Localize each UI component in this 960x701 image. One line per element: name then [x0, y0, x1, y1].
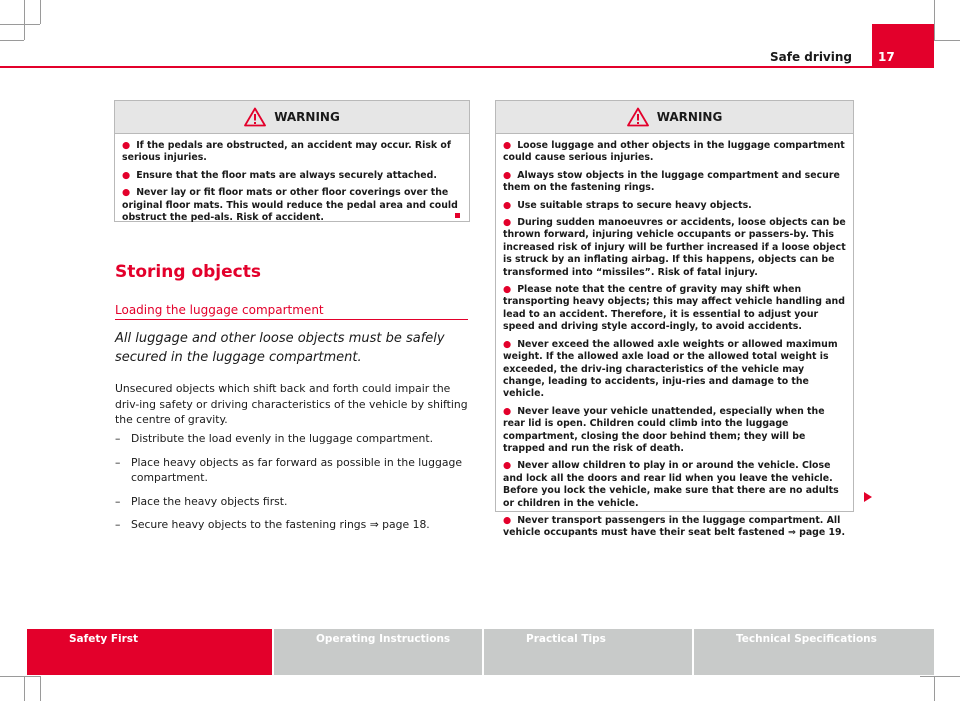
warning-header	[115, 101, 469, 134]
warning-box-luggage	[495, 100, 854, 539]
footer-tab-operating-instructions[interactable]: Operating Instructions	[274, 629, 482, 675]
instruction-step: – Distribute the load evenly in the luggage compartment.	[115, 432, 434, 445]
warning-item: ● Ensure that the floor mats are always securely attached.	[122, 169, 437, 181]
warning-triangle-icon	[627, 107, 649, 127]
crop-mark	[934, 40, 960, 41]
crop-mark	[920, 676, 960, 677]
crop-mark	[0, 40, 24, 41]
crop-mark	[24, 0, 25, 40]
warning-box-pedals	[114, 100, 470, 222]
warning-item: ● Never transport passengers in the luggage compartment. All vehicle occupants must have their seat belt fastened ⇒ page 19.	[503, 514, 846, 539]
warning-item: ● During sudden manoeuvres or accidents, loose objects can be thrown forward, injuring vehicle occupants or passers-by. This increased risk of injury will be further increased if a loose object is struck by an inflating airbag. If this happens, objects can be transformed into “missiles”. Risk of fatal injury.	[503, 217, 846, 278]
warning-item: ● Please note that the centre of gravity may shift when transporting heavy objects; this may affect vehicle handling and lead to an accident. Therefore, it is essential to adjust your speed and driving style accord-ingly, to avoid accidents.	[503, 284, 845, 333]
page-number: 17	[872, 24, 934, 68]
warning-item: ● Loose luggage and other objects in the luggage compartment could cause serious injuries.	[503, 140, 845, 164]
page-header-title: Safe driving	[770, 50, 852, 64]
warning-item: ● If the pedals are obstructed, an accident may occur. Risk of serious injuries.	[122, 140, 451, 164]
warning-item: ● Never leave your vehicle unattended, especially when the rear lid is open. Children could climb into the luggage compartment, closing the door behind them; they will be trapped and run the risk of death.	[503, 405, 825, 454]
crop-mark	[0, 24, 40, 25]
warning-triangle-icon	[244, 107, 266, 127]
crop-mark	[934, 0, 935, 40]
crop-mark	[0, 676, 40, 677]
footer-tab-safety-first[interactable]: Safety First	[27, 629, 272, 675]
warning-item: ● Never allow children to play in or around the vehicle. Close and lock all the doors and rear lid when you leave the vehicle. Before you lock the vehicle, make sure that there are no adults or children in the vehicle.	[503, 460, 839, 509]
warning-item: ● Always stow objects in the luggage compartment and secure them on the fastening rings.	[503, 169, 840, 194]
instruction-step: – Place the heavy objects first.	[115, 494, 288, 508]
instruction-list	[115, 431, 475, 541]
continued-arrow-icon	[864, 492, 872, 502]
footer-tab-practical-tips[interactable]: Practical Tips	[484, 629, 692, 675]
sub-heading-rule	[115, 319, 468, 320]
warning-header	[496, 101, 853, 134]
crop-mark	[40, 676, 41, 701]
warning-title: WARNING	[656, 110, 723, 124]
header-rule	[0, 66, 934, 68]
footer-tab-technical-specifications[interactable]: Technical Specifications	[694, 629, 934, 675]
body-paragraph: Unsecured objects which shift back and forth could impair the driv-ing safety or driving characteristics of the vehicle by shifting the centre of gravity.	[115, 382, 468, 426]
instruction-step: – Secure heavy objects to the fastening rings ⇒ page 18.	[115, 518, 430, 531]
warning-item: ● Use suitable straps to secure heavy objects.	[503, 199, 752, 211]
sub-heading: Loading the luggage compartment	[115, 303, 324, 317]
warning-item: ● Never lay or fit floor mats or other floor coverings over the original floor mats. This would reduce the pedal area and could obstruct the ped-als. Risk of accident.	[122, 187, 458, 224]
warning-item: ● Never exceed the allowed axle weights or allowed maximum weight. If the allowed axle load or the allowed total weight is exceeded, the driv-ing characteristics of the vehicle may change, leading to accidents, inju-ries and damage to the vehicle.	[503, 338, 838, 400]
crop-mark	[40, 0, 41, 24]
instruction-step: – Place heavy objects as far forward as possible in the luggage compartment.	[115, 455, 462, 484]
section-end-marker	[455, 213, 460, 218]
crop-mark	[24, 676, 25, 701]
crop-mark	[934, 676, 935, 701]
footer-nav	[27, 629, 934, 675]
intro-text: All luggage and other loose objects must be safely secured in the luggage compartment.	[115, 331, 445, 365]
section-heading: Storing objects	[115, 262, 261, 282]
warning-title: WARNING	[274, 110, 340, 124]
